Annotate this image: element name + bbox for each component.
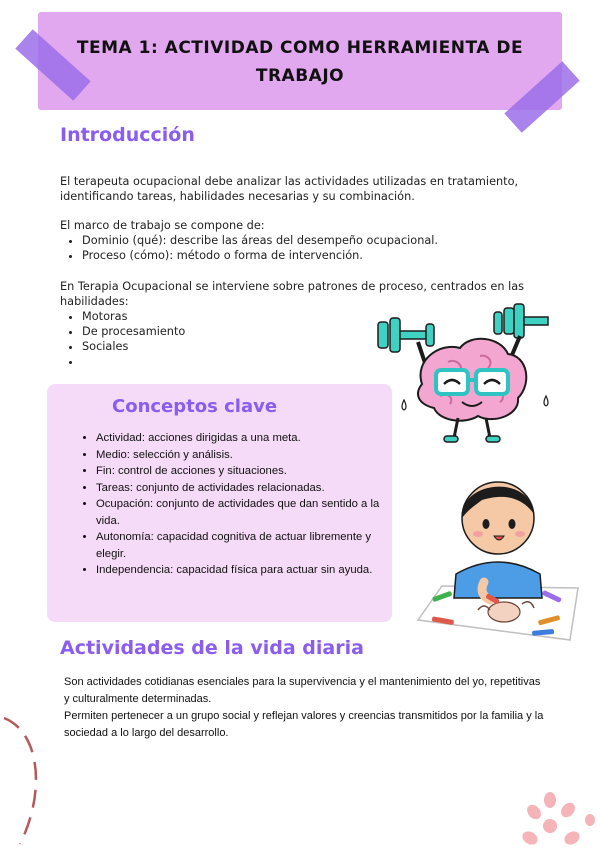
list-item: • Proceso (cómo): método o forma de intervención.	[82, 248, 540, 263]
framework-list	[60, 233, 540, 263]
key-concepts-list	[82, 430, 396, 579]
list-item: • Tareas: conjunto de actividades relacionadas.	[96, 480, 396, 497]
flower-dots-icon	[510, 790, 600, 848]
child-drawing-icon	[412, 470, 584, 650]
intro-heading: Introducción	[60, 124, 195, 146]
intro-paragraph: El terapeuta ocupacional debe analizar las actividades utilizadas en tratamiento, identificando tareas, habilidades necesarias y su combinación.	[60, 175, 519, 203]
list-item: • Ocupación: conjunto de actividades que dan sentido a la vida.	[96, 496, 396, 529]
framework-lead: El marco de trabajo se compone de:	[60, 219, 265, 232]
daily-living-paragraph: Permiten pertenecer a un grupo social y reflejan valores y creencias transmitidos por la familia y la sociedad a lo largo del desarrollo.	[64, 710, 544, 739]
dashed-arc-icon	[0, 712, 60, 848]
list-item: • Autonomía: capacidad cognitiva de actuar libremente y elegir.	[96, 529, 396, 562]
key-concepts-heading: Conceptos clave	[112, 396, 278, 417]
list-item: • Independencia: capacidad física para actuar sin ayuda.	[96, 562, 396, 579]
list-item: • Actividad: acciones dirigidas a una meta.	[96, 430, 396, 447]
skills-lead: En Terapia Ocupacional se interviene sobre patrones de proceso, centrados en las habilidades:	[60, 280, 525, 308]
list-item: • De procesamiento	[82, 324, 540, 339]
page-title: TEMA 1: ACTIVIDAD COMO HERRAMIENTA DE TRABAJO	[76, 38, 524, 86]
daily-living-paragraph: Son actividades cotidianas esenciales para la supervivencia y el mantenimiento del yo, repetitivas y culturalmente determinadas.	[64, 676, 541, 705]
daily-living-text	[64, 674, 544, 742]
list-item: • Motoras	[82, 309, 540, 324]
list-item: • Sociales	[82, 339, 540, 354]
list-item: • Fin: control de acciones y situaciones.	[96, 463, 396, 480]
list-item: • Dominio (qué): describe las áreas del desempeño ocupacional.	[82, 233, 540, 248]
daily-living-heading: Actividades de la vida diaria	[60, 637, 364, 659]
brain-with-dumbbells-icon	[370, 300, 560, 450]
list-item: • Medio: selección y análisis.	[96, 447, 396, 464]
framework-block	[60, 218, 540, 263]
